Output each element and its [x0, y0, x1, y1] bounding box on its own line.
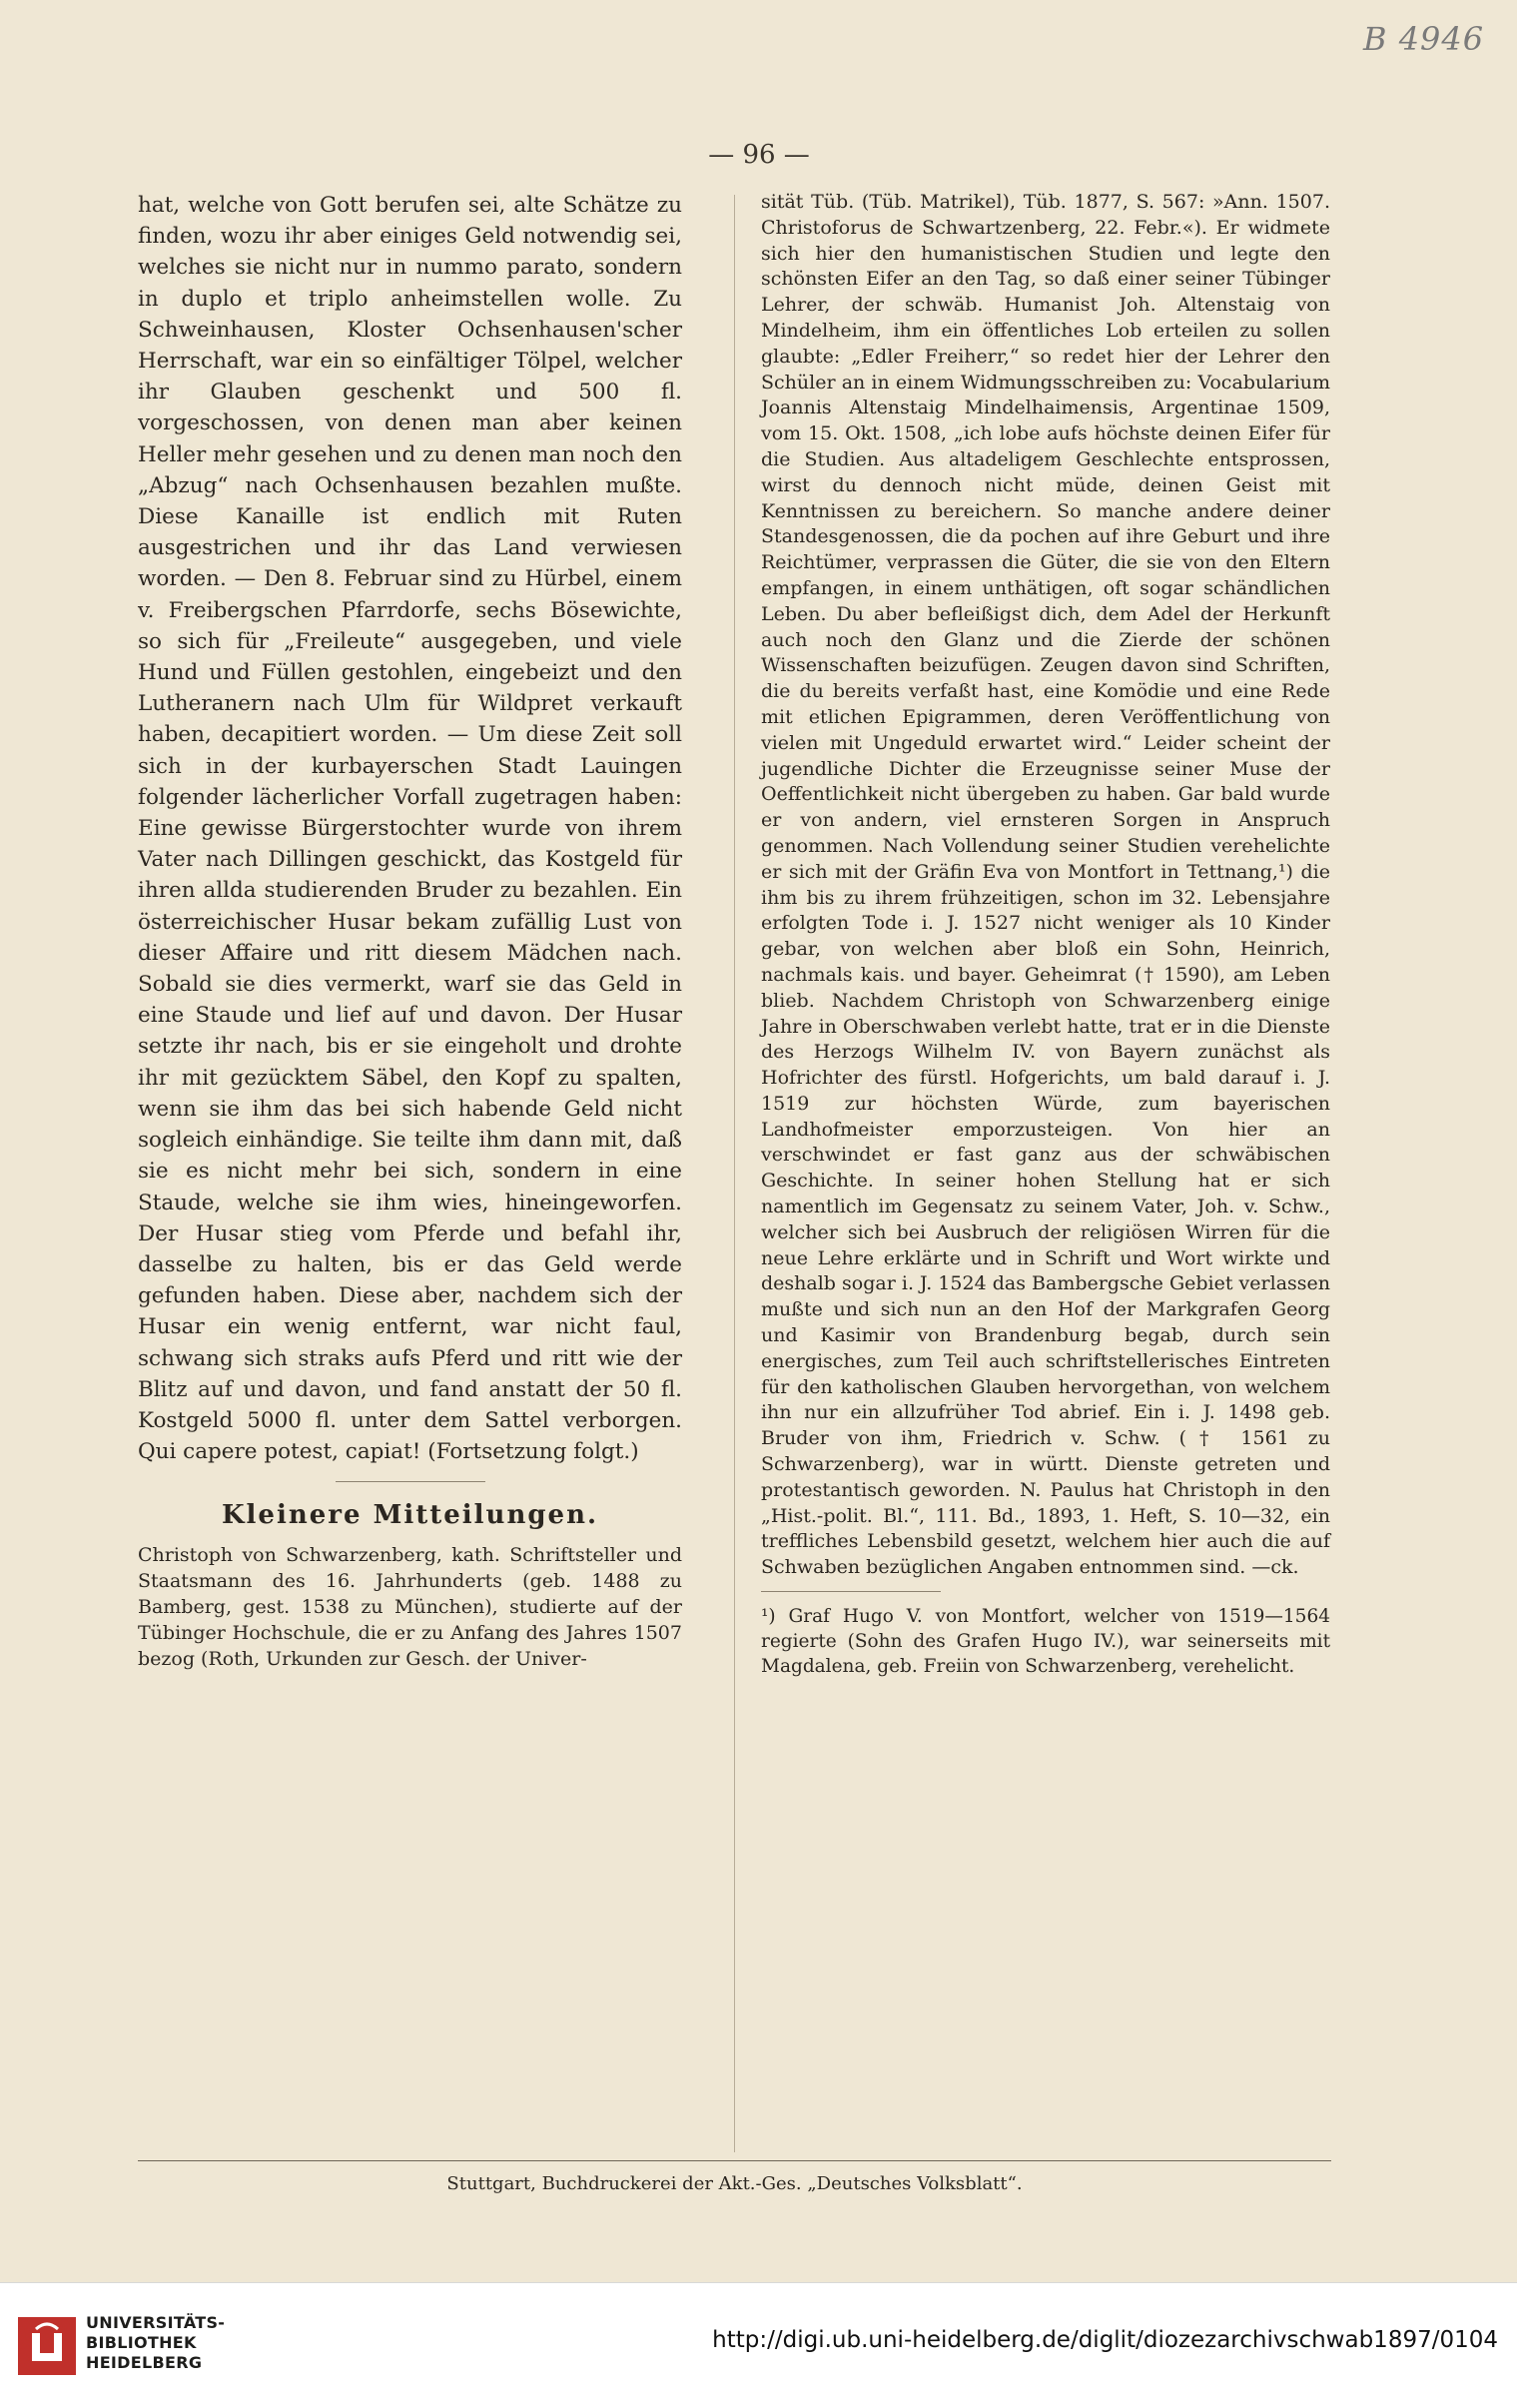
right-column-main-text: sität Tüb. (Tüb. Matrikel), Tüb. 1877, S. 567: »Ann. 1507. Christoforus de Schwartzenberg, 22. Febr.«). Er widmete sich hier den humanistischen Studien und legte den schönsten Eifer an den Tag, so daß einer seiner Tübinger Lehrer, der schwäb. Humanist Joh. Altenstaig von Mindelheim, ihm ein öffentliches Lob erteilen zu sollen glaubte: „Edler Freiherr,“ so redet hier der Lehrer den Schüler an in einem Widmungsschreiben zu: Vocabularium Joannis Altenstaig Mindelhaimensis, Argentinae 1509, vom 15. Okt. 1508, „ich lobe aufs höchste deinen Eifer für die Studien. Aus altadeligem Geschlechte entsprossen, wirst du dennoch nicht müde, deinen Geist mit Kenntnissen zu bereichern. So manche andere deiner Standesgenossen, die da pochen auf ihre Geburt und ihre Reichtümer, verprassen die Güter, die sie von den Eltern empfangen, in einem unthätigen, oft sogar schändlichen Leben. Du aber befleißigst dich, dem Adel der Herkunft auch noch den Glanz und die Zierde der schönen Wissenschaften beizufügen. Zeugen davon sind Schriften, die du bereits verfaßt hast, eine Komödie und eine Rede mit etlichen Epigrammen, deren Veröffentlichung von vielen mit Ungeduld erwartet wird.“ Leider scheint der jugendliche Dichter die Erzeugnisse seiner Muse der Oeffentlichkeit nicht übergeben zu haben. Gar bald wurde er von andern, viel ernsteren Sorgen in Anspruch genommen. Nach Vollendung seiner Studien verehelichte er sich mit der Gräfin Eva von Montfort in Tettnang,¹) die ihm bis zu ihrem frühzeitigen, schon im 32. Lebensjahre erfolgten Tode i. J. 1527 nicht weniger als 10 Kinder gebar, von welchen aber bloß ein Sohn, Heinrich, nachmals kais. und bayer. Geheimrat († 1590), am Leben blieb. Nachdem Christoph von Schwarzenberg einige Jahre in Oberschwaben verlebt hatte, trat er in die Dienste des Herzogs Wilhelm IV. von Bayern zunächst als Hofrichter des fürstl. Hofgerichts, um bald darauf i. J. 1519 zur höchsten Würde, zum bayerischen Landhofmeister emporzusteigen. Von hier an verschwindet er fast ganz aus der schwäbischen Geschichte. In seiner hohen Stellung hat er sich namentlich im Gegensatz zu seinem Vater, Joh. v. Schw., welcher sich bei Ausbruch der religiösen Wirren für die neue Lehre erklärte und in Schrift und Wort wirkte und deshalb sogar i. J. 1524 das Bambergsche Gebiet verlassen mußte und sich nun an den Hof der Markgrafen Georg und Kasimir von Brandenburg begab, durch sein energisches, zum Teil auch schriftstellerisches Eintreten für den katholischen Glauben hervorgethan, von welchem ihn nur ein allzufrüher Tod abrief. Ein i. J. 1498 geb. Bruder von ihm, Friedrich v. Schw. († 1561 zu Schwarzenberg), war in württ. Dienste getreten und protestantisch geworden. N. Paulus hat Christoph in den „Hist.-polit. Bl.“, 111. Bd., 1893, 1. Heft, S. 10—32, ein treffliches Lebensbild gesetzt, welchem hier auch die auf Schwaben bezüglichen Angaben entnommen sind. —ck.: [761, 191, 1330, 1579]
handwritten-shelfmark: B 4946: [1363, 20, 1485, 58]
section-heading: Kleinere Mitteilungen.: [221, 1500, 599, 1531]
imprint-rule: [138, 2160, 1331, 2161]
footnote: ¹) Graf Hugo V. von Montfort, welcher von 1519—1564 regierte (Sohn des Grafen Hugo IV.), war seinerseits mit Magdalena, geb. Freiin von Schwarzenberg, verehelicht.: [761, 1606, 1330, 1678]
university-library-logo-icon: [18, 2317, 76, 2375]
right-column: [761, 190, 1330, 1679]
library-name-line-3: HEIDELBERG: [86, 2353, 203, 2372]
permalink-url[interactable]: http://digi.ub.uni-heidelberg.de/diglit/diozezarchivschwab1897/0104: [712, 2327, 1498, 2353]
left-column: [138, 190, 682, 1672]
section-separator: [336, 1481, 485, 1482]
column-divider: [734, 195, 735, 2152]
library-name-line-2: BIBLIOTHEK: [86, 2333, 197, 2352]
library-name: [86, 2313, 286, 2373]
printer-imprint: Stuttgart, Buchdruckerei der Akt.-Ges. „Deutsches Volksblatt“.: [446, 2173, 1023, 2194]
footnote-separator: [761, 1591, 941, 1592]
page-number: — 96 —: [708, 140, 810, 170]
left-column-main-text: hat, welche von Gott berufen sei, alte Schätze zu finden, wozu ihr aber einiges Geld notwendig sei, welches sie nicht nur in nummo parato, sondern in duplo et triplo anheimstellen wolle. Zu Schweinhausen, Kloster Ochsenhausen'scher Herrschaft, war ein so einfältiger Tölpel, welcher ihr Glauben geschenkt und 500 fl. vorgeschossen, von denen man aber keinen Heller mehr gesehen und zu denen man noch den „Abzug“ nach Ochsenhausen bezahlen mußte. Diese Kanaille ist endlich mit Ruten ausgestrichen und ihr das Land verwiesen worden. — Den 8. Februar sind zu Hürbel, einem v. Freibergschen Pfarrdorfe, sechs Bösewichte, so sich für „Freileute“ ausgegeben, und viele Hund und Füllen gestohlen, eingebeizt und den Lutheranern nach Ulm für Wildpret verkauft haben, decapitiert worden. — Um diese Zeit soll sich in der kurbayerschen Stadt Lauingen folgender lächerlicher Vorfall zugetragen haben: Eine gewisse Bürgerstochter wurde von ihrem Vater nach Dillingen geschickt, das Kostgeld für ihren allda studierenden Bruder zu bezahlen. Ein österreichischer Husar bekam zufällig Lust von dieser Affaire und ritt diesem Mädchen nach. Sobald sie dies vermerkt, warf sie das Geld in eine Staude und lief auf und davon. Der Husar setzte ihr nach, bis er sie eingeholt und drohte ihr mit gezücktem Säbel, den Kopf zu spalten, wenn sie ihm das bei sich habende Geld nicht sogleich einhändige. Sie teilte ihm dann mit, daß sie es nicht mehr bei sich, sondern in eine Staude, welche sie ihm wies, hineingeworfen. Der Husar stieg vom Pferde und befahl ihr, dasselbe zu halten, bis er das Geld werde gefunden haben. Diese aber, nachdem sich der Husar ein wenig entfernt, war nicht faul, schwang sich straks aufs Pferd und ritt wie der Blitz auf und davon, und fand anstatt der 50 fl. Kostgeld 5000 fl. unter dem Sattel verborgen. Qui capere potest, capiat! (Fortsetzung folgt.): [138, 193, 682, 1465]
notice-text: Christoph von Schwarzenberg, kath. Schriftsteller und Staatsmann des 16. Jahrhunderts (geb. 1488 zu Bamberg, gest. 1538 zu München), studierte auf der Tübinger Hochschule, die er zu Anfang des Jahres 1507 bezog (Roth, Urkunden zur Gesch. der Univer-: [138, 1543, 682, 1670]
library-name-line-1: UNIVERSITÄTS-: [86, 2313, 226, 2332]
